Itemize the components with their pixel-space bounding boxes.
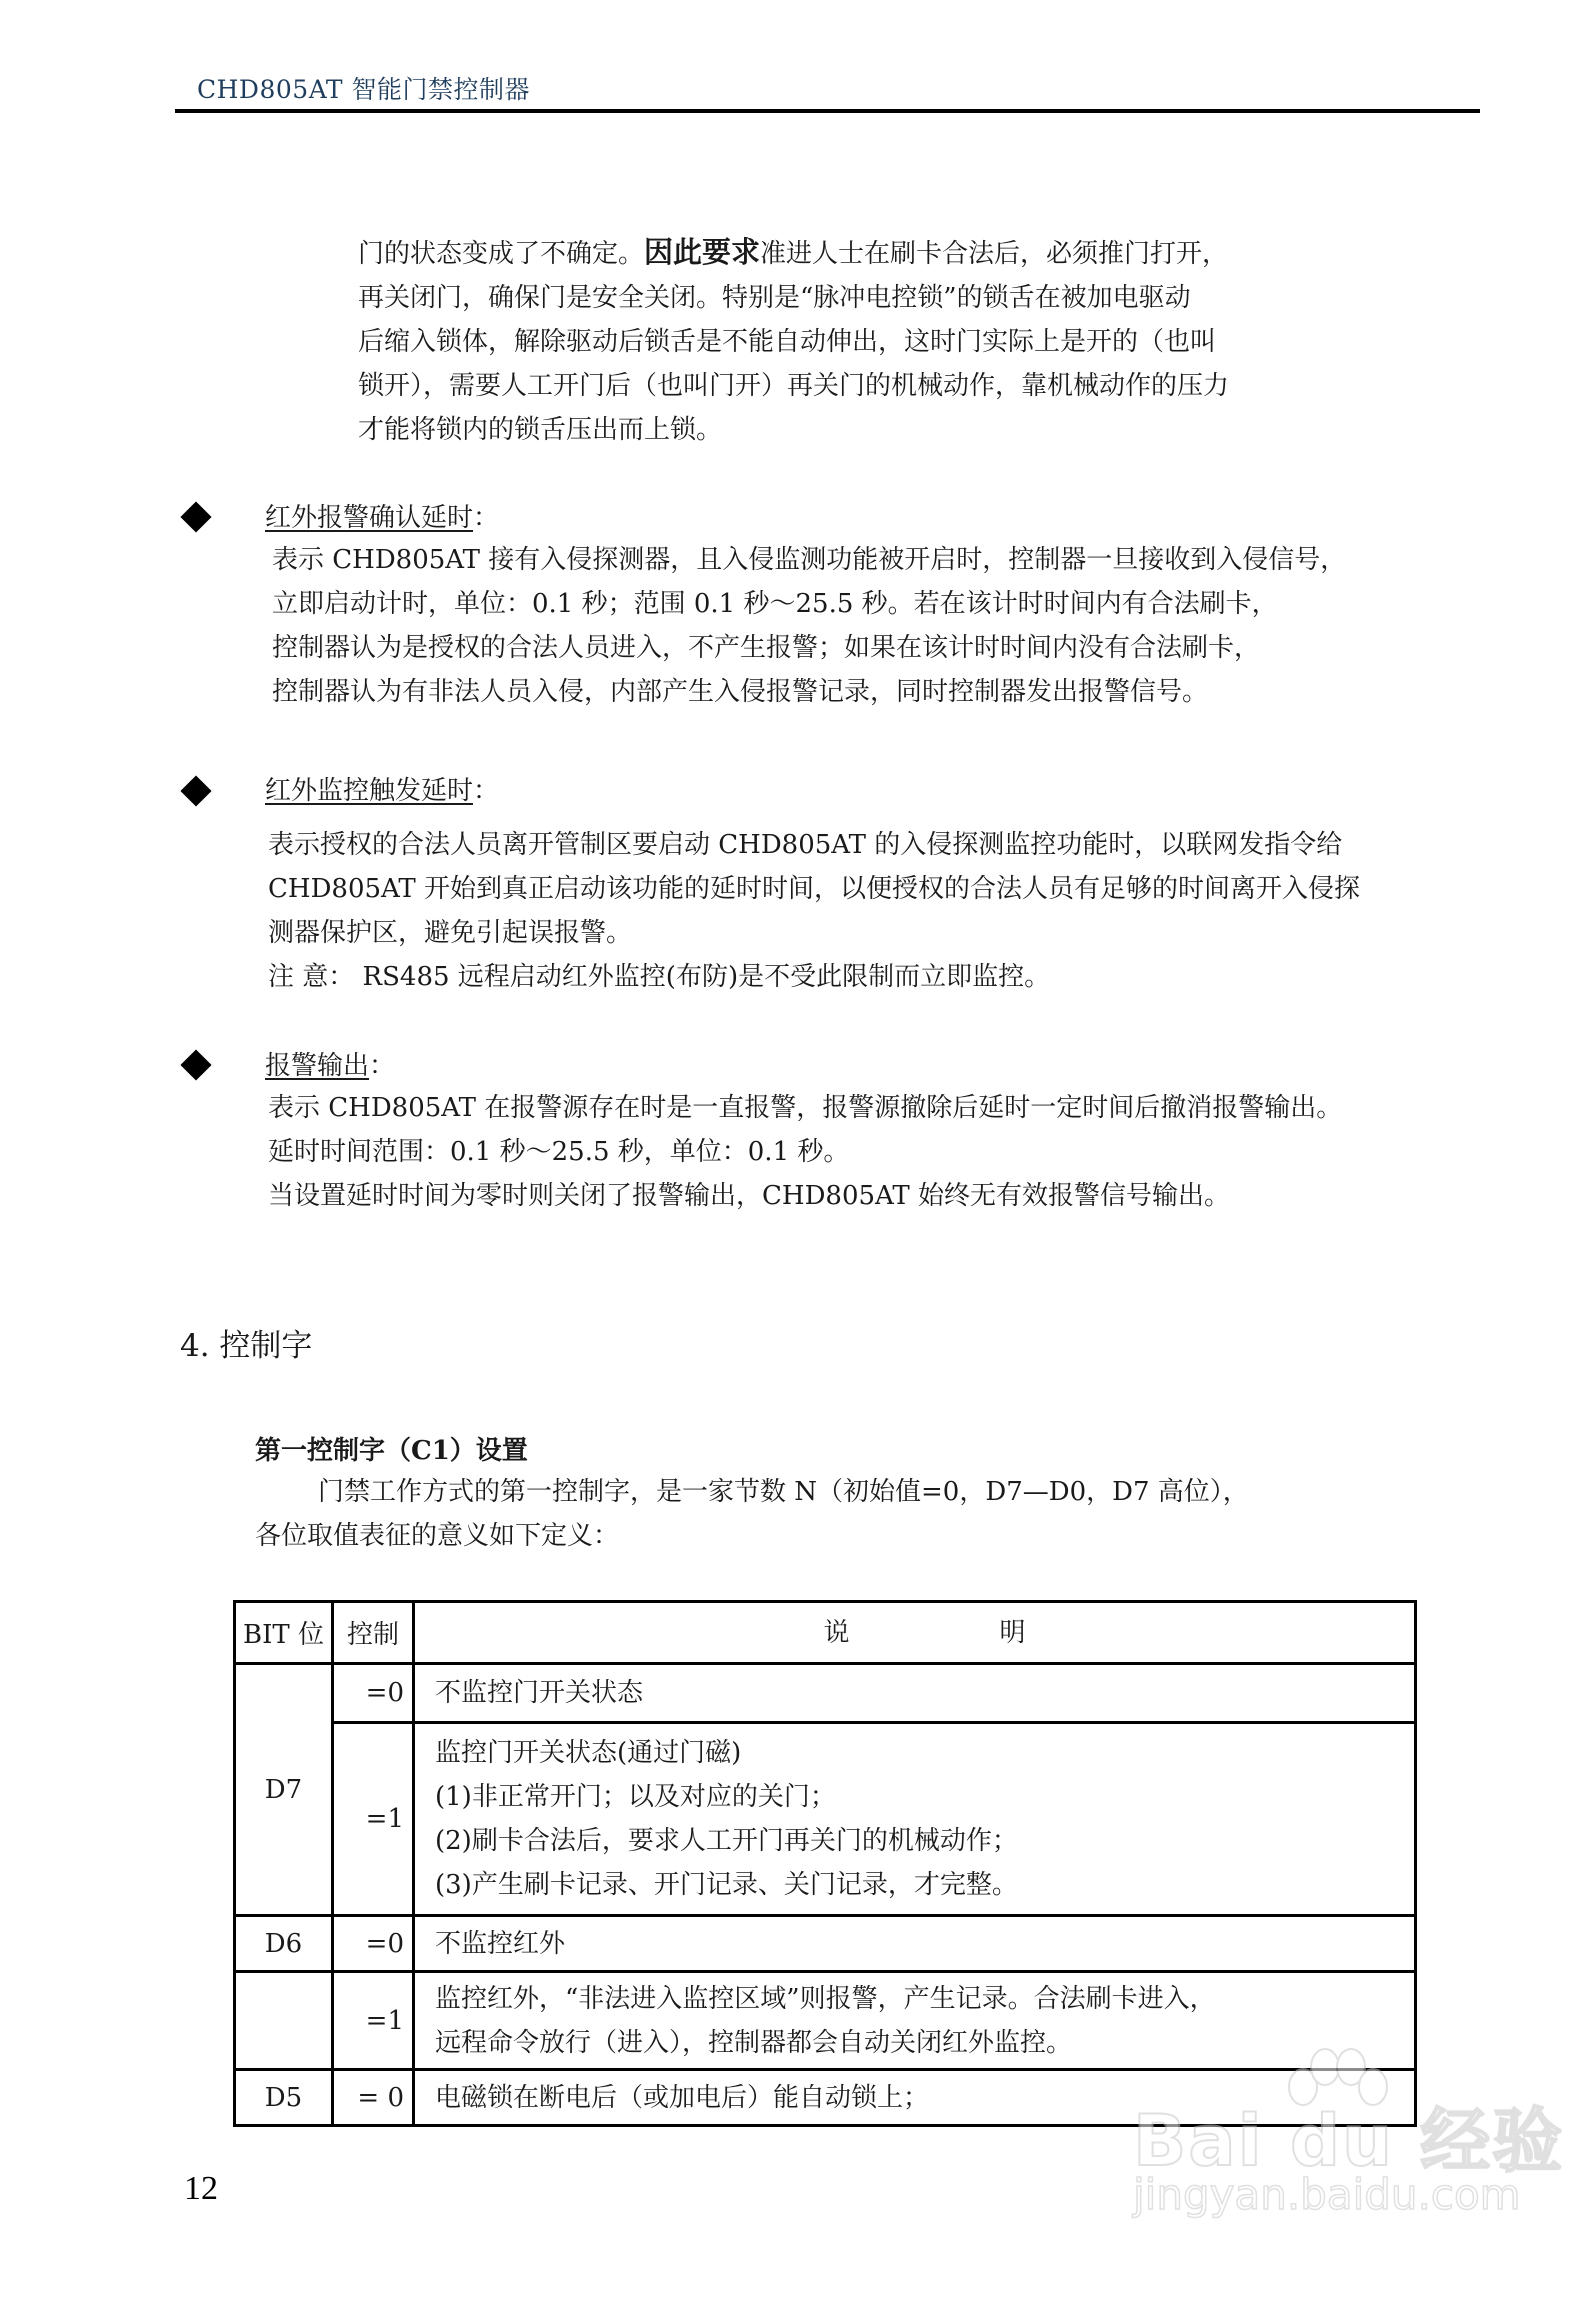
- bit-cell: [235, 1972, 333, 2070]
- bullet-body-alarm-output: [268, 1086, 1342, 1218]
- desc-line: 监控门开关状态(通过门磁): [435, 1738, 742, 1768]
- bullet-body-ir-alarm-confirm-delay: [272, 538, 1346, 714]
- diamond-bullet-icon: [180, 775, 211, 806]
- intro-line: 再关闭门，确保门是安全关闭。特别是“脉冲电控锁”的锁舌在被加电驱动: [358, 283, 1191, 313]
- bullet-heading-alarm-output: [265, 1045, 395, 1082]
- header-description: [414, 1602, 1416, 1664]
- desc-line: (3)产生刷卡记录、开门记录、关门记录，才完整。: [435, 1870, 1018, 1900]
- heading-text: 红外监控触发延时: [265, 776, 474, 806]
- text-run: 准进人士在刷卡合法后，必须推门打开，: [760, 239, 1229, 269]
- desc-cell: [414, 1972, 1416, 2070]
- desc-line: (1)非正常开门；以及对应的关门；: [435, 1782, 836, 1812]
- body-line: 控制器认为有非法人员入侵，内部产生入侵报警记录，同时控制器发出报警信号。: [272, 677, 1209, 707]
- header-bit: BIT 位: [235, 1602, 333, 1664]
- control-cell: =0: [333, 1664, 414, 1723]
- body-line: 表示授权的合法人员离开管制区要启动 CHD805AT 的入侵探测监控功能时，以联网发指令给: [268, 830, 1343, 860]
- table-row: [235, 1916, 1416, 1972]
- subsection-title: 第一控制字（C1）设置: [255, 1436, 528, 1466]
- desc-cell: [414, 1723, 1416, 1916]
- bullet-heading-ir-alarm-confirm-delay: [265, 497, 499, 534]
- desc-cell: 电磁锁在断电后（或加电后）能自动锁上；: [414, 2070, 1416, 2126]
- heading-colon: ：: [473, 776, 500, 806]
- page-number: 12: [184, 2170, 218, 2207]
- header-divider: [175, 109, 1480, 113]
- intro-paragraph: [358, 230, 1229, 452]
- bullet-body-ir-monitor-trigger-delay: [268, 823, 1360, 999]
- table-row: [235, 1723, 1416, 1916]
- section-title: 4. 控制字: [180, 1328, 313, 1364]
- header-desc-char-2: 明: [999, 1617, 1026, 1648]
- body-line: 测器保护区，避免引起误报警。: [268, 918, 633, 948]
- text-run: 门的状态变成了不确定。: [358, 239, 645, 269]
- body-line: 立即启动计时，单位：0.1 秒；范围 0.1 秒～25.5 秒。若在该计时时间内有合法刷卡，: [272, 589, 1278, 619]
- table-row: [235, 1972, 1416, 2070]
- section-body-line: 门禁工作方式的第一控制字，是一家节数 N（初始值=0，D7—D0，D7 高位），: [318, 1477, 1249, 1507]
- intro-line: [358, 230, 1229, 276]
- control-cell: =1: [333, 1723, 414, 1916]
- intro-line: 后缩入锁体，解除驱动后锁舌是不能自动伸出，这时门实际上是开的（也叫: [358, 327, 1217, 357]
- table-header-row: [235, 1602, 1416, 1664]
- header-desc-char-1: 说: [823, 1617, 850, 1648]
- desc-line: 远程命令放行（进入），控制器都会自动关闭红外监控。: [435, 2027, 1073, 2058]
- body-line: 当设置延时时间为零时则关闭了报警输出，CHD805AT 始终无有效报警信号输出。: [268, 1181, 1231, 1211]
- body-line: 控制器认为是授权的合法人员进入，不产生报警；如果在该计时时间内没有合法刷卡，: [272, 633, 1261, 663]
- header-control: 控制: [333, 1602, 414, 1664]
- bit-cell: D5: [235, 2070, 333, 2126]
- intro-line: 锁开），需要人工开门后（也叫门开）再关门的机械动作，靠机械动作的压力: [358, 371, 1230, 401]
- desc-line: 监控红外，“非法进入监控区域”则报警，产生记录。合法刷卡进入，: [435, 1983, 1216, 2014]
- section-body-line: 各位取值表征的意义如下定义：: [255, 1521, 620, 1551]
- control-cell: =0: [333, 1916, 414, 1972]
- heading-colon: ：: [473, 503, 500, 533]
- heading-colon: ：: [369, 1051, 396, 1081]
- bit-cell: D6: [235, 1916, 333, 1972]
- desc-line: (2)刷卡合法后，要求人工开门再关门的机械动作；: [435, 1826, 1018, 1856]
- watermark-url: jingyan.baidu.com: [1133, 2170, 1521, 2219]
- desc-cell: 不监控门开关状态: [414, 1664, 1416, 1723]
- watermark-brand: Bai du 经验: [1133, 2100, 1565, 2182]
- body-line: 表示 CHD805AT 在报警源存在时是一直报警，报警源撤除后延时一定时间后撤消报警输出。: [268, 1093, 1343, 1123]
- intro-line: 才能将锁内的锁舌压出而上锁。: [358, 415, 723, 445]
- control-cell: =1: [333, 1972, 414, 2070]
- control-cell: = 0: [333, 2070, 414, 2126]
- heading-text: 报警输出: [265, 1051, 370, 1081]
- diamond-bullet-icon: [180, 501, 211, 532]
- bullet-heading-ir-monitor-trigger-delay: [265, 770, 499, 807]
- diamond-bullet-icon: [180, 1049, 211, 1080]
- desc-cell: 不监控红外: [414, 1916, 1416, 1972]
- body-line: 表示 CHD805AT 接有入侵探测器，且入侵监测功能被开启时，控制器一旦接收到入侵信号，: [272, 545, 1347, 575]
- table-row: [235, 1664, 1416, 1723]
- heading-text: 红外报警确认延时: [265, 503, 474, 533]
- control-word-table: [233, 1600, 1417, 2127]
- document-header-title: CHD805AT 智能门禁控制器: [197, 75, 531, 104]
- bold-emphasis: 因此要求: [644, 235, 761, 269]
- baidu-jingyan-watermark: [1133, 2060, 1565, 2260]
- bit-cell: D7: [235, 1664, 333, 1916]
- note-line: 注 意： RS485 远程启动红外监控(布防)是不受此限制而立即监控。: [268, 962, 1051, 992]
- body-line: 延时时间范围：0.1 秒～25.5 秒，单位：0.1 秒。: [268, 1137, 850, 1167]
- body-line: CHD805AT 开始到真正启动该功能的延时时间，以便授权的合法人员有足够的时间离开入侵探: [268, 874, 1361, 904]
